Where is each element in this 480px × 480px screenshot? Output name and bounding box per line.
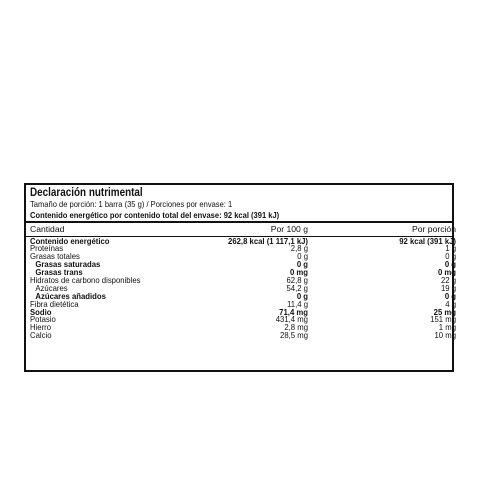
column-header-perserving: Por porción [412, 224, 456, 234]
nutrient-name: Azúcares añadidos [35, 290, 106, 301]
nutrient-name: Calcio [30, 330, 52, 341]
nutrient-name: Sodio [30, 306, 52, 317]
nutrient-rows [26, 235, 456, 341]
nutrient-name: Contenido energético [30, 235, 110, 246]
nutrient-per100: 71,4 mg [279, 306, 308, 317]
nutrient-perserving: 10 mg [434, 330, 456, 341]
nutrient-per100: 54,2 g [286, 282, 308, 293]
nutrient-perserving: 92 kcal (391 kJ) [399, 235, 456, 246]
nutrient-name: Grasas saturadas [35, 259, 101, 270]
nutrient-name: Azúcares [35, 282, 68, 293]
nutrient-perserving: 19 g [440, 282, 456, 293]
nutrient-name: Grasas trans [35, 267, 83, 278]
nutrient-per100: 0 mg [289, 267, 308, 278]
nutrient-row-calcium [30, 330, 456, 341]
nutrient-row-potassium [30, 314, 456, 325]
nutrient-per100: 11,4 g [287, 298, 308, 309]
nutrient-perserving: 0 g [444, 290, 456, 301]
nutrient-per100: 431,4 mg [275, 314, 308, 325]
column-header-row [26, 223, 456, 236]
serving-info: Tamaño de porción: 1 barra (35 g) / Porciones por envase: 1 [30, 199, 233, 209]
nutrient-row-fiber [30, 298, 456, 309]
nutrient-perserving: 4 g [445, 298, 456, 309]
nutrient-per100: 62,8 g [286, 274, 308, 285]
nutrient-perserving: 1 g [445, 243, 456, 254]
nutrient-per100: 28,5 mg [280, 330, 308, 341]
nutrient-row-iron [30, 322, 456, 333]
nutrient-perserving: 0 g [444, 259, 456, 270]
panel-title: Declaración nutrimental [30, 187, 143, 199]
nutrient-row-carbohydrates [30, 274, 456, 285]
nutrient-name: Grasas totales [30, 251, 80, 262]
nutrient-perserving: 22 g [440, 274, 456, 285]
nutrient-perserving: 0 g [445, 251, 456, 262]
nutrient-row-protein [30, 243, 456, 254]
nutrient-per100: 0 g [296, 259, 308, 270]
nutrient-per100: 262,8 kcal (1 117,1 kJ) [228, 235, 308, 246]
nutrition-facts-panel [24, 183, 454, 372]
total-energy: Contenido energético por contenido total del envase: 92 kcal (391 kJ) [30, 209, 280, 220]
nutrient-row-sodium [30, 306, 456, 317]
column-header-name: Cantidad [30, 224, 65, 234]
nutrient-name: Potasio [30, 314, 56, 325]
nutrient-name: Hidratos de carbono disponibles [30, 274, 141, 285]
nutrient-row-added-sugars [30, 290, 456, 301]
nutrient-perserving: 1 mg [438, 322, 456, 333]
nutrient-name: Hierro [30, 322, 52, 333]
nutrient-name: Fibra dietética [30, 298, 79, 309]
nutrient-perserving: 25 mg [433, 306, 456, 317]
nutrient-per100: 2,8 mg [284, 322, 308, 333]
nutrient-perserving: 151 mg [430, 314, 456, 325]
nutrient-per100: 2,8 g [290, 243, 308, 254]
nutrient-row-energy [30, 235, 456, 246]
nutrient-per100: 0 g [296, 290, 308, 301]
panel-header [26, 185, 452, 220]
nutrient-perserving: 0 mg [437, 267, 456, 278]
nutrient-row-saturated-fat [30, 259, 456, 270]
nutrient-per100: 0 g [297, 251, 308, 262]
nutrient-name: Proteínas [30, 243, 64, 254]
column-header-per100: Por 100 g [270, 224, 308, 234]
